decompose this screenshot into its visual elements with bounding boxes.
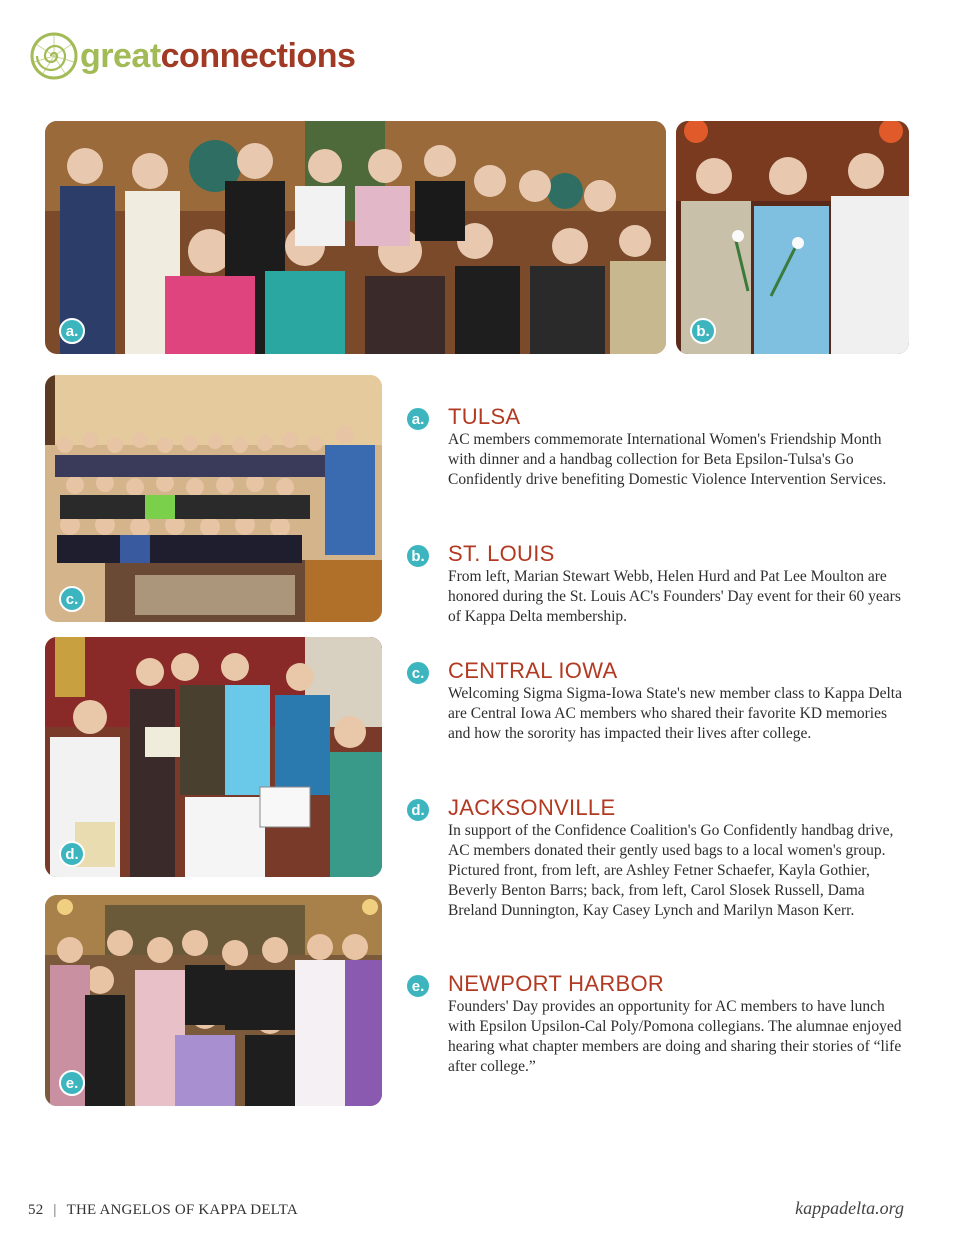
brand-part-connections: connections xyxy=(160,37,356,75)
photo-badge-e: e. xyxy=(59,1070,85,1096)
caption-badge-e: e. xyxy=(405,973,431,999)
section-header xyxy=(28,26,355,86)
photo-jacksonville xyxy=(45,637,382,877)
caption-jacksonville xyxy=(405,795,905,921)
caption-badge-a: a. xyxy=(405,406,431,432)
caption-title-newport-harbor: NEWPORT HARBOR xyxy=(448,971,665,996)
caption-title-st-louis: ST. LOUIS xyxy=(448,541,555,566)
caption-body-jacksonville: In support of the Confidence Coalition's Go Confidently handbag drive, AC members donated their gently used bags to a local women's group. Pictured front, from left, are Ashley Fetner Schaefer, Kayla Gothier, Beverly Benton Barrs; back, from left, Carol Slosek Russell, Dama Breland Dunnington, Kay Casey Lynch and Marilyn Mason Kerr. xyxy=(448,822,894,919)
caption-badge-c: c. xyxy=(405,660,431,686)
website-link[interactable]: kappadelta.org xyxy=(795,1198,904,1218)
caption-body-newport-harbor: Founders' Day provides an opportunity for AC members to have lunch with Epsilon Upsilon-Cal Poly/Pomona collegians. The alumnae enjoyed hearing what chapter members are doing and sharing their stories of “life after college.” xyxy=(448,998,902,1075)
photo-badge-d: d. xyxy=(59,841,85,867)
brand-part-great: great xyxy=(80,37,161,75)
photo-jacksonville-image xyxy=(45,637,382,877)
caption-body-central-iowa: Welcoming Sigma Sigma-Iowa State's new member class to Kappa Delta are Central Iowa AC members who shared their favorite KD memories and how the sorority has impacted their lives after college. xyxy=(448,685,902,742)
caption-title-tulsa: TULSA xyxy=(448,404,521,429)
photo-badge-b: b. xyxy=(690,318,716,344)
photo-st-louis-image xyxy=(676,121,909,354)
caption-badge-d: d. xyxy=(405,797,431,823)
footer-left xyxy=(28,1202,298,1219)
caption-tulsa xyxy=(405,404,905,490)
caption-title-central-iowa: CENTRAL IOWA xyxy=(448,658,618,683)
caption-st-louis xyxy=(405,541,905,627)
caption-body-tulsa: AC members commemorate International Women's Friendship Month with dinner and a handbag collection for Beta Epsilon-Tulsa's Go Confidently drive benefiting Domestic Violence Intervention Services. xyxy=(448,431,887,488)
footer-separator: | xyxy=(53,1202,57,1218)
caption-body-st-louis: From left, Marian Stewart Webb, Helen Hurd and Pat Lee Moulton are honored during the St. Louis AC's Founders' Day event for their 60 years of Kappa Delta membership. xyxy=(448,568,901,625)
photo-st-louis xyxy=(676,121,909,354)
caption-badge-b: b. xyxy=(405,543,431,569)
caption-title-jacksonville: JACKSONVILLE xyxy=(448,795,616,820)
caption-central-iowa xyxy=(405,658,905,744)
nautilus-shell-icon xyxy=(28,28,80,84)
photo-badge-a: a. xyxy=(59,318,85,344)
publication-name: THE ANGELOS OF KAPPA DELTA xyxy=(66,1202,298,1218)
page-footer xyxy=(28,1198,904,1219)
photo-newport-harbor xyxy=(45,895,382,1106)
caption-newport-harbor xyxy=(405,971,905,1077)
photo-tulsa-image xyxy=(45,121,666,354)
photo-badge-c: c. xyxy=(59,586,85,612)
photo-tulsa xyxy=(45,121,666,354)
page-number: 52 xyxy=(28,1202,44,1218)
photo-newport-harbor-image xyxy=(45,895,382,1106)
photo-central-iowa-image xyxy=(45,375,382,622)
section-title xyxy=(80,39,355,73)
photo-central-iowa xyxy=(45,375,382,622)
